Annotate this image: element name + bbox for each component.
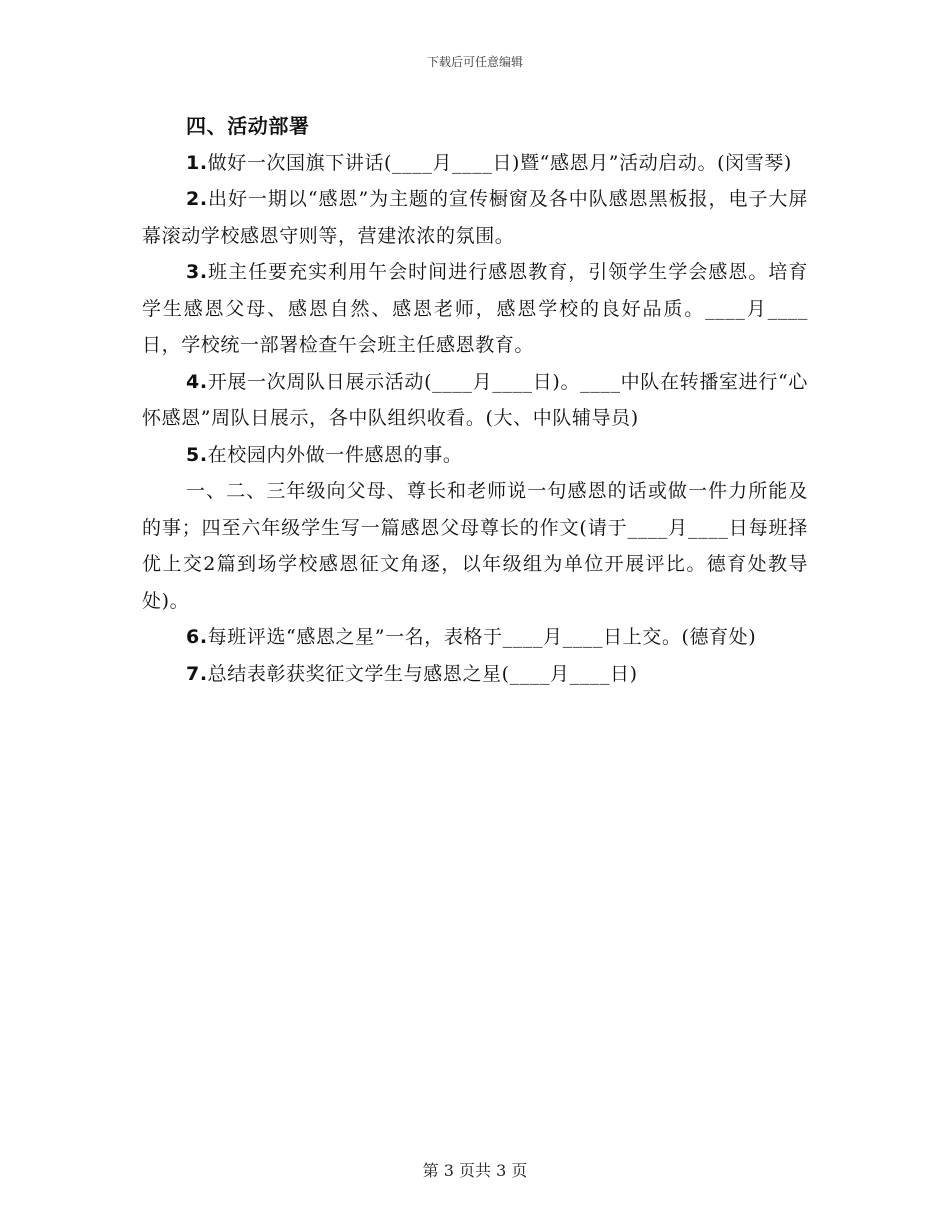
page-header: 下载后可任意编辑 [426,55,523,69]
paragraph-text: 总结表彰获奖征文学生与感恩之星(____月____日) [207,662,638,685]
paragraph-1 [142,145,808,182]
paragraph-text: 开展一次周队日展示活动(____月____日)。____中队在转播室进行“心怀感恩”周队日展示，各中队组织收看。(大、中队辅导员) [142,370,808,429]
paragraph-5 [142,437,808,474]
paragraph-text: 每班评选“感恩之星”一名，表格于____月____日上交。(德育处) [207,626,757,648]
document-body [142,108,808,692]
paragraph-text: 在校园内外做一件感恩的事。 [207,443,463,466]
paragraph-6 [142,619,808,656]
paragraph-number: 5. [186,443,208,466]
page-footer: 第 3 页共 3 页 [422,1161,528,1180]
paragraph-text: 一、二、三年级向父母、尊长和老师说一句感恩的话或做一件力所能及的事；四至六年级学生写一篇感恩父母尊长的作文(请于____月____日每班择优上交2篇到场学校感恩征文角逐，以年级组为单位开展评比。德育处教导处)。 [142,480,808,612]
paragraph-3 [142,254,808,364]
paragraph-text: 班主任要充实利用午会时间进行感恩教育，引领学生学会感恩。培育学生感恩父母、感恩自然、感恩老师，感恩学校的良好品质。____月____日，学校统一部署检查午会班主任感恩教育。 [142,261,808,356]
paragraph-text: 出好一期以“感恩”为主题的宣传橱窗及各中队感恩黑板报，电子大屏幕滚动学校感恩守则等，营建浓浓的氛围。 [142,188,808,247]
paragraph-number: 4. [186,370,208,393]
section-heading: 四、活动部署 [186,114,310,138]
paragraph-number: 3. [186,261,208,283]
paragraph-number: 7. [186,662,208,685]
paragraph-7 [142,656,808,693]
paragraph-number: 6. [186,626,208,648]
paragraph-5-detail [142,473,808,619]
paragraph-number: 2. [186,188,208,210]
paragraph-number: 1. [186,151,208,174]
paragraph-2 [142,181,808,254]
paragraph-4 [142,364,808,437]
paragraph-text: 做好一次国旗下讲话(____月____日)暨“感恩月”活动启动。(闵雪琴) [207,151,792,174]
